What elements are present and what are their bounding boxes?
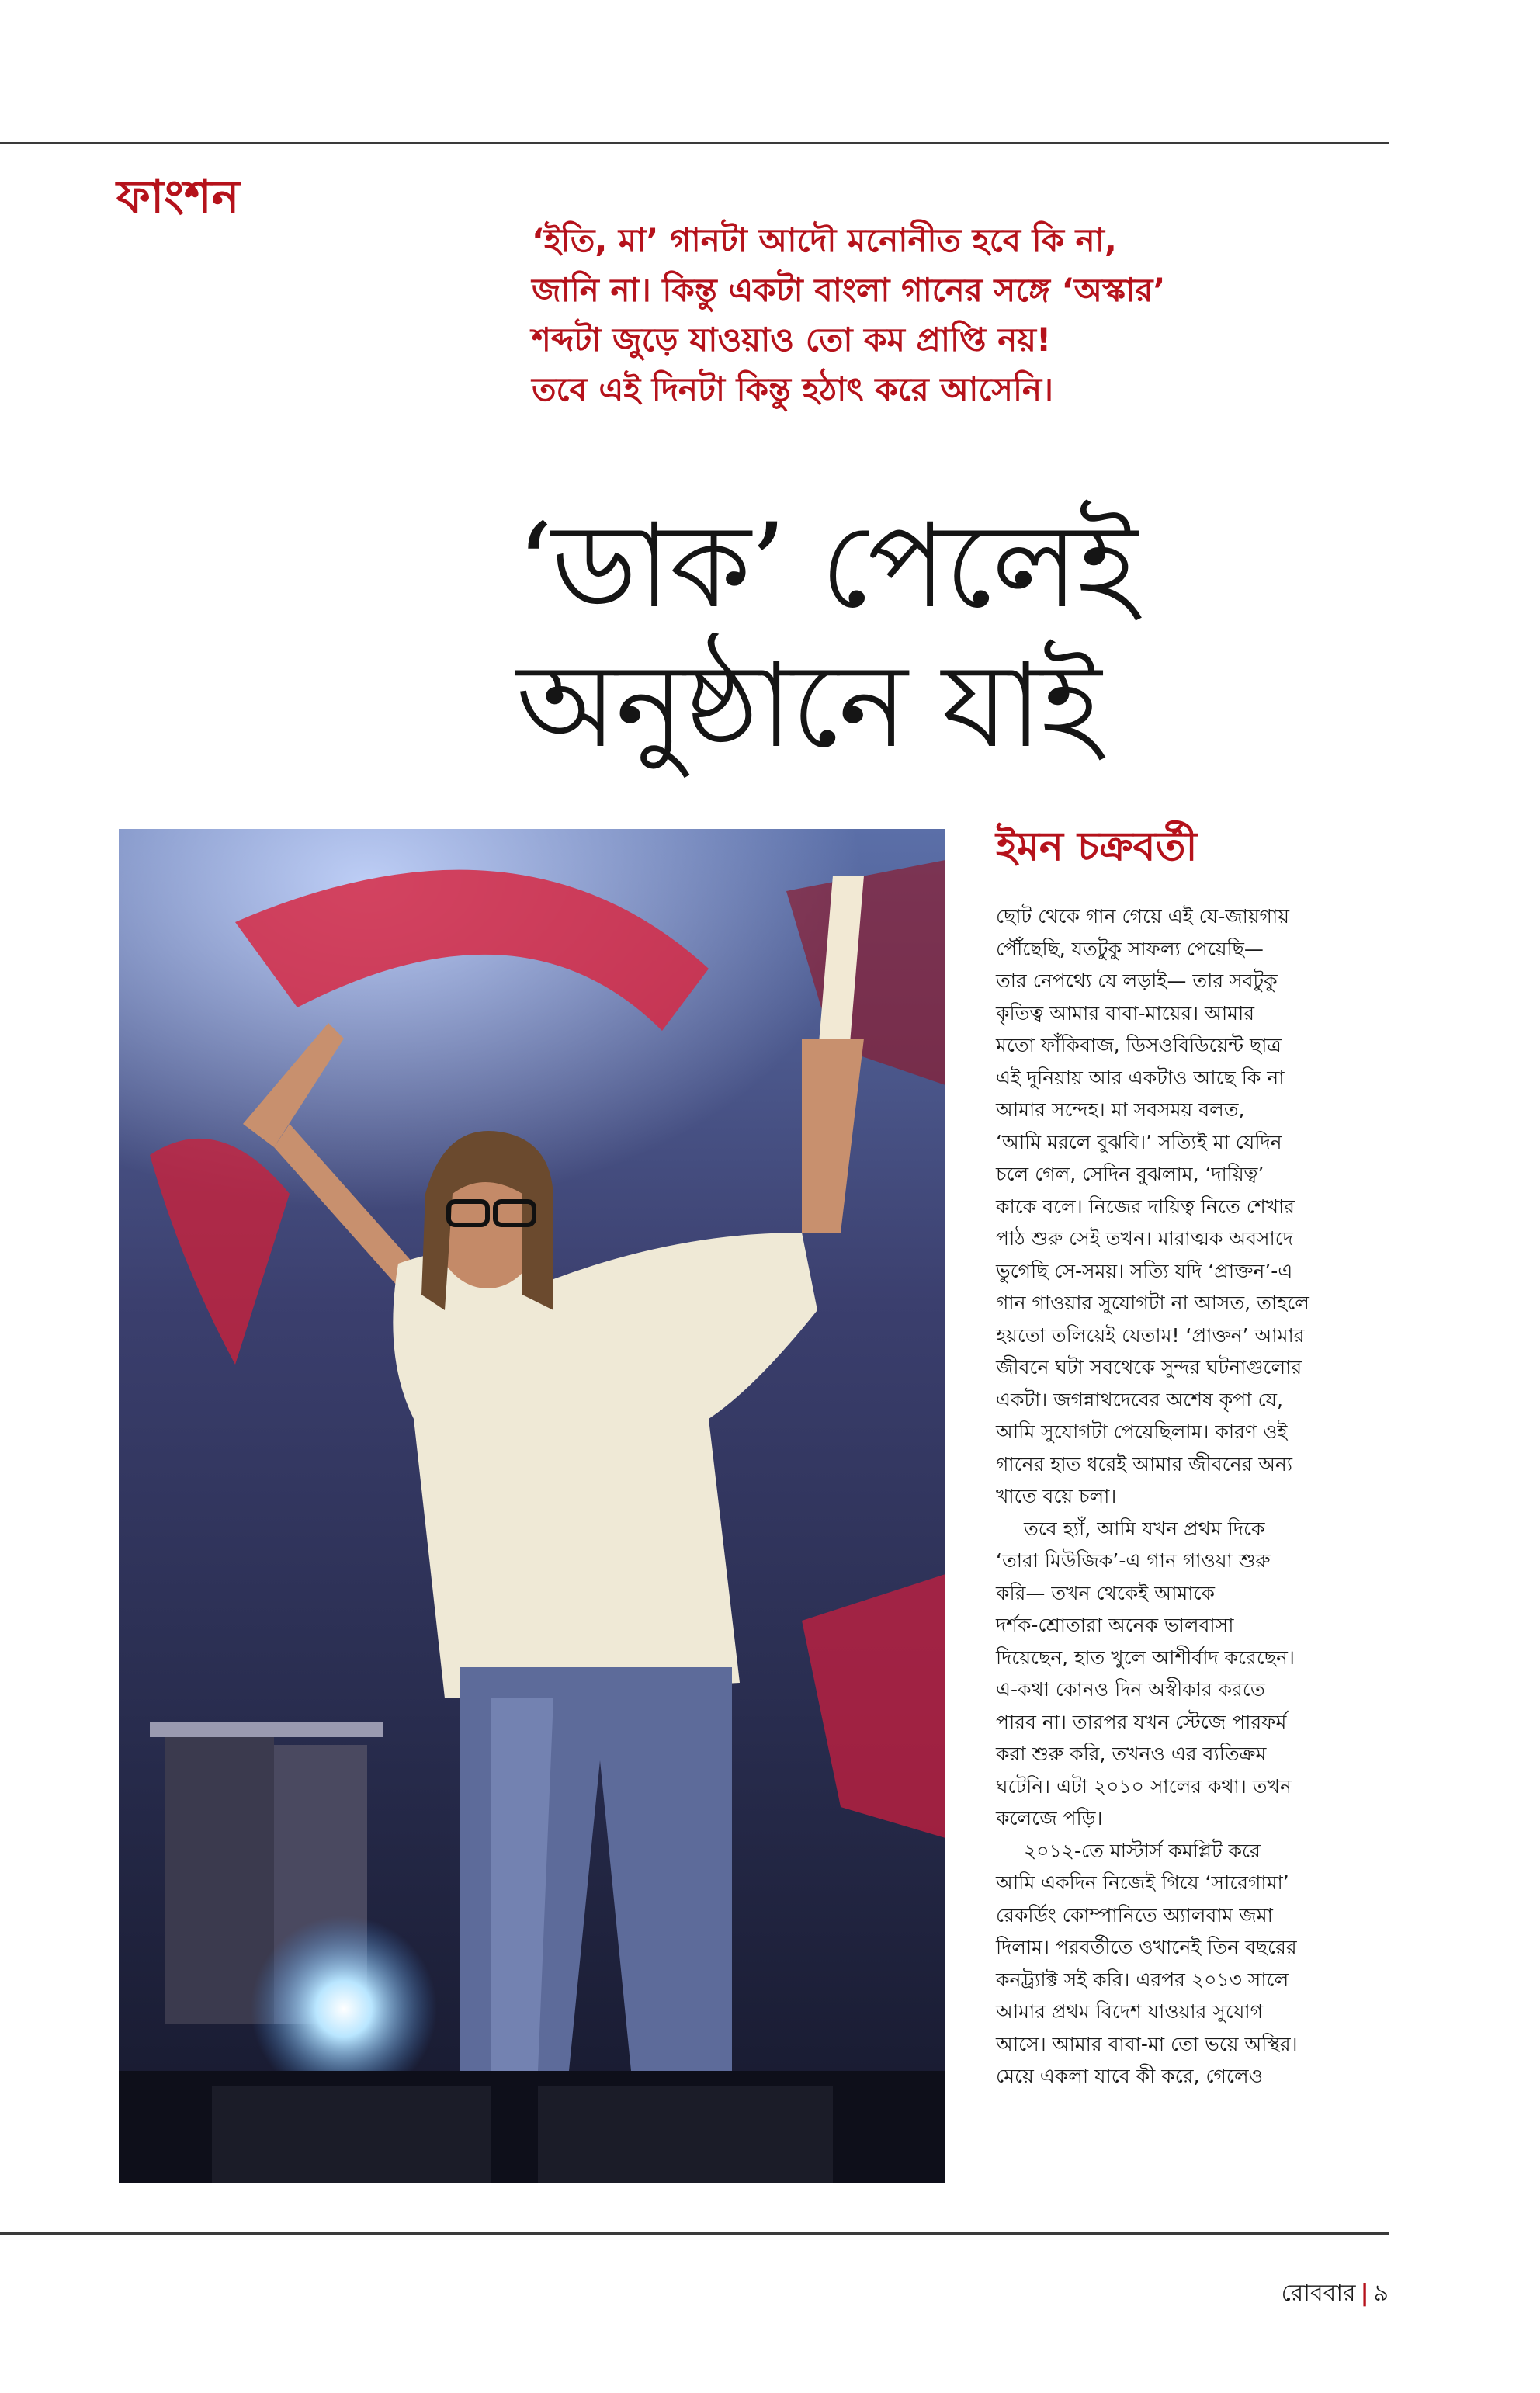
body-line: পারব না। তারপর যখন স্টেজে পারফর্ম xyxy=(996,1710,1287,1733)
body-line: দিলাম। পরবর্তীতে ওখানেই তিন বছরের xyxy=(996,1936,1297,1958)
body-line: মেয়ে একলা যাবে কী করে, গেলেও xyxy=(996,2065,1264,2087)
page-number: ৯ xyxy=(1373,2280,1389,2307)
body-line: ঘটেনি। এটা ২০১০ সালের কথা। তখন xyxy=(996,1774,1292,1798)
body-line: কৃতিত্ব আমার বাবা-মায়ের। আমার xyxy=(996,1001,1255,1025)
body-line: কনট্র্যাক্ট সই করি। এরপর ২০১৩ সালে xyxy=(996,1968,1289,1991)
publication-name: রোববার xyxy=(1281,2280,1356,2307)
body-line: জীবনে ঘটা সবথেকে সুন্দর ঘটনাগুলোর xyxy=(996,1356,1302,1379)
body-line: আমি সুযোগটা পেয়েছিলাম। কারণ ওই xyxy=(996,1420,1288,1443)
footer-separator: | xyxy=(1360,2280,1369,2307)
body-line: আমার সন্দেহ। মা সবসময় বলত, xyxy=(996,1098,1245,1121)
body-line: কাকে বলে। নিজের দায়িত্ব নিতে শেখার xyxy=(996,1195,1295,1218)
body-line: ভুগেছি সে-সময়। সত্যি যদি ‘প্রাক্তন’-এ xyxy=(996,1259,1293,1282)
body-line: হয়তো তলিয়েই যেতাম! ‘প্রাক্তন’ আমার xyxy=(996,1323,1305,1347)
body-line: এ-কথা কোনও দিন অস্বীকার করতে xyxy=(996,1678,1265,1701)
intro-line: জানি না। কিন্তু একটা বাংলা গানের সঙ্গে ‘অস্কার’ xyxy=(532,271,1166,309)
article-body xyxy=(996,900,1388,2093)
bottom-rule xyxy=(0,2232,1389,2235)
body-line: করি— তখন থেকেই আমাকে xyxy=(996,1581,1216,1604)
body-line: রেকর্ডিং কোম্পানিতে অ্যালবাম জমা xyxy=(996,1903,1273,1927)
body-line: পাঠ শুরু সেই তখন। মারাত্মক অবসাদে xyxy=(996,1227,1293,1250)
body-line: একটা। জগন্নাথদেবের অশেষ কৃপা যে, xyxy=(996,1388,1283,1411)
body-line: ছোট থেকে গান গেয়ে এই যে-জায়গায় xyxy=(996,905,1289,928)
body-line: ‘আমি মরলে বুঝবি।’ সত্যিই মা যেদিন xyxy=(996,1130,1282,1153)
body-line: গানের হাত ধরেই আমার জীবনের অন্য xyxy=(996,1452,1293,1476)
body-line: গান গাওয়ার সুযোগটা না আসত, তাহলে xyxy=(996,1292,1309,1314)
section-label: ফাংশন xyxy=(116,170,240,224)
singer-stage-photo xyxy=(119,829,945,2183)
byline: ইমন চক্রবর্তী xyxy=(996,824,1198,870)
body-line: দিয়েছেন, হাত খুলে আশীর্বাদ করেছেন। xyxy=(996,1646,1295,1669)
body-line: পৌঁছেছি, যতটুকু সাফল্য পেয়েছি— xyxy=(996,937,1264,960)
body-line: আমার প্রথম বিদেশ যাওয়ার সুযোগ xyxy=(996,2000,1263,2023)
intro-line: ‘ইতি, মা’ গানটা আদৌ মনোনীত হবে কি না, xyxy=(532,221,1117,259)
headline-line: ‘ডাক’ পেলেই xyxy=(516,499,1136,634)
body-line: কলেজে পড়ি। xyxy=(996,1807,1103,1829)
intro-line: তবে এই দিনটা কিন্তু হঠাৎ করে আসেনি। xyxy=(532,370,1054,408)
body-line: ২০১২-তে মাস্টার্স কমপ্লিট করে xyxy=(1024,1839,1261,1862)
body-line: এই দুনিয়ায় আর একটাও আছে কি না xyxy=(996,1066,1285,1089)
top-rule xyxy=(0,142,1389,144)
body-line: তার নেপথ্যে যে লড়াই— তার সবটুকু xyxy=(996,969,1278,992)
body-line: আমি একদিন নিজেই গিয়ে ‘সারেগামা’ xyxy=(996,1871,1289,1894)
page-footer xyxy=(1282,2274,1389,2314)
intro-blurb xyxy=(532,216,1354,414)
body-line: আসে। আমার বাবা-মা তো ভয়ে অস্থির। xyxy=(996,2032,1298,2055)
body-line: খাতে বয়ে চলা। xyxy=(996,1485,1117,1507)
headline xyxy=(516,497,1370,776)
body-line: করা শুরু করি, তখনও এর ব্যতিক্রম xyxy=(996,1743,1267,1765)
body-line: মতো ফাঁকিবাজ, ডিসওবিডিয়েন্ট ছাত্র xyxy=(996,1034,1282,1056)
body-line: ‘তারা মিউজিক’-এ গান গাওয়া শুরু xyxy=(996,1549,1271,1572)
body-line: তবে হ্যাঁ, আমি যখন প্রথম দিকে xyxy=(1024,1517,1265,1540)
headline-line: অনুষ্ঠানে যাই xyxy=(516,639,1101,774)
body-line: দর্শক-শ্রোতারা অনেক ভালবাসা xyxy=(996,1614,1234,1636)
intro-line: শব্দটা জুড়ে যাওয়াও তো কম প্রাপ্তি নয়! xyxy=(532,321,1052,359)
body-line: চলে গেল, সেদিন বুঝলাম, ‘দায়িত্ব’ xyxy=(996,1163,1264,1185)
